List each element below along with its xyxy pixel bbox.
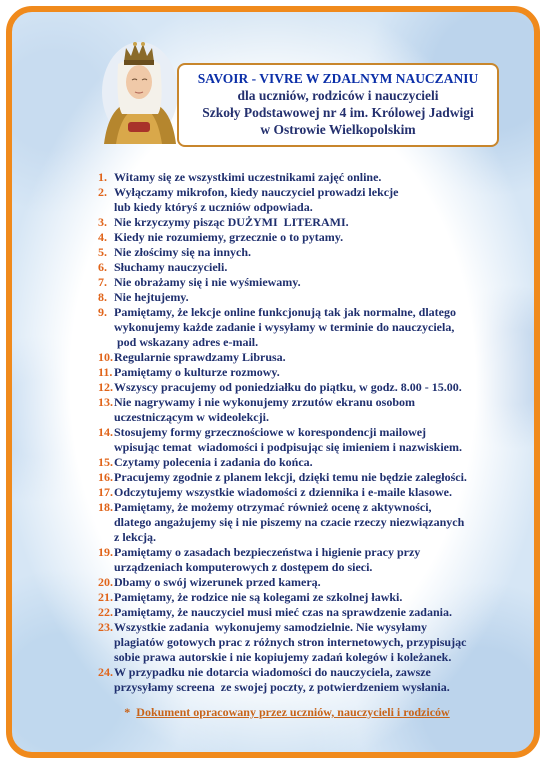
footer-credit-link[interactable]: Dokument opracowany przez uczniów, nauczycieli i rodziców xyxy=(136,705,450,719)
rule-item xyxy=(98,470,518,485)
rule-number: 22. xyxy=(98,605,113,619)
rule-item xyxy=(98,260,518,275)
rule-text-line: Wszystkie zadania wykonujemy samodzielnie. Nie wysyłamy xyxy=(114,620,427,634)
rule-number: 16. xyxy=(98,470,113,484)
rule-item xyxy=(98,500,518,545)
rule-text-line: Pamiętamy, że lekcje online funkcjonują tak jak normalne, dlatego xyxy=(114,305,456,319)
rule-item xyxy=(98,575,518,590)
rule-text-line: sobie prawa autorskie i nie kopiujemy zadań kolegów i koleżanek. xyxy=(114,650,452,664)
subtitle-line-3: w Ostrowie Wielkopolskim xyxy=(260,122,416,137)
rule-item xyxy=(98,185,518,215)
page-title: SAVOIR - VIVRE W ZDALNYM NAUCZANIU xyxy=(197,71,479,86)
rule-number: 9. xyxy=(98,305,107,319)
rule-text-line: z lekcją. xyxy=(114,530,156,544)
subtitle-line-1: dla uczniów, rodziców i nauczycieli xyxy=(237,88,439,103)
rule-item xyxy=(98,365,518,380)
rule-number: 12. xyxy=(98,380,113,394)
rule-number: 14. xyxy=(98,425,113,439)
rule-text-line: Pamiętamy, że rodzice nie są kolegami ze szkolnej ławki. xyxy=(114,590,403,604)
rule-text-line: Słuchamy nauczycieli. xyxy=(114,260,228,274)
rule-text-line: przysyłamy screena ze swojej poczty, z potwierdzeniem wysłania. xyxy=(114,680,450,694)
rule-number: 2. xyxy=(98,185,107,199)
rule-item xyxy=(98,245,518,260)
rule-text-line: lub kiedy któryś z uczniów odpowiada. xyxy=(114,200,313,214)
rule-text-line: Nie nagrywamy i nie wykonujemy zrzutów ekranu osobom xyxy=(114,395,415,409)
rule-number: 8. xyxy=(98,290,107,304)
rule-item xyxy=(98,380,518,395)
rule-number: 5. xyxy=(98,245,107,259)
rule-text-line: Odczytujemy wszystkie wiadomości z dziennika i e-maile klasowe. xyxy=(114,485,452,499)
rule-number: 20. xyxy=(98,575,113,589)
rule-text-line: Dbamy o swój wizerunek przed kamerą. xyxy=(114,575,321,589)
rule-text-line: Wyłączamy mikrofon, kiedy nauczyciel prowadzi lekcje xyxy=(114,185,399,199)
rule-text-line: Czytamy polecenia i zadania do końca. xyxy=(114,455,313,469)
title-box xyxy=(177,63,499,147)
rule-item xyxy=(98,590,518,605)
rule-item xyxy=(98,395,518,425)
rule-text-line: Pamiętamy o kulturze rozmowy. xyxy=(114,365,280,379)
rule-item xyxy=(98,605,518,620)
rule-number: 18. xyxy=(98,500,113,514)
rule-text-line: wykonujemy każde zadanie i wysyłamy w terminie do nauczyciela, xyxy=(114,320,455,334)
rule-number: 11. xyxy=(98,365,113,379)
rule-item xyxy=(98,230,518,245)
rules-list xyxy=(98,170,518,695)
rule-item xyxy=(98,620,518,665)
rule-text-line: Nie złościmy się na innych. xyxy=(114,245,251,259)
rule-text-line: uczestniczącym w wideolekcji. xyxy=(114,410,269,424)
rule-text-line: pod wskazany adres e-mail. xyxy=(114,335,259,349)
rule-item xyxy=(98,545,518,575)
rule-number: 4. xyxy=(98,230,107,244)
rule-text-line: W przypadku nie dotarcia wiadomości do nauczyciela, zawsze xyxy=(114,665,431,679)
rule-item xyxy=(98,485,518,500)
rule-number: 15. xyxy=(98,455,113,469)
rule-item xyxy=(98,350,518,365)
rule-number: 23. xyxy=(98,620,113,634)
rule-item xyxy=(98,170,518,185)
rule-text-line: Stosujemy formy grzecznościowe w korespondencji mailowej xyxy=(114,425,427,439)
poster-frame xyxy=(6,6,540,758)
rule-text-line: Pracujemy zgodnie z planem lekcji, dzięki temu nie będzie zaległości. xyxy=(114,470,467,484)
rule-item xyxy=(98,305,518,350)
rule-number: 13. xyxy=(98,395,113,409)
rule-number: 1. xyxy=(98,170,107,184)
queen-jadwiga-portrait xyxy=(98,34,178,144)
rule-number: 19. xyxy=(98,545,113,559)
rule-number: 24. xyxy=(98,665,113,679)
rule-text-line: Wszyscy pracujemy od poniedziałku do piątku, w godz. 8.00 - 15.00. xyxy=(114,380,462,394)
rule-item xyxy=(98,455,518,470)
rule-text-line: Nie hejtujemy. xyxy=(114,290,189,304)
rule-item xyxy=(98,290,518,305)
rule-text-line: Nie obrażamy się i nie wyśmiewamy. xyxy=(114,275,301,289)
rule-item xyxy=(98,215,518,230)
rule-text-line: Pamiętamy, że nauczyciel musi mieć czas na sprawdzenie zadania. xyxy=(114,605,452,619)
rule-text-line: Nie krzyczymy pisząc DUŻYMI LITERAMI. xyxy=(114,215,349,229)
rule-number: 3. xyxy=(98,215,107,229)
rule-text-line: dlatego angażujemy się i nie piszemy na czacie rzeczy niezwiązanych xyxy=(114,515,465,529)
rule-number: 21. xyxy=(98,590,113,604)
rule-item xyxy=(98,665,518,695)
footer-star: * xyxy=(124,705,131,719)
rule-text-line: plagiatów gotowych prac z różnych stron internetowych, przypisując xyxy=(114,635,467,649)
rule-number: 6. xyxy=(98,260,107,274)
subtitle-line-2: Szkoły Podstawowej nr 4 im. Królowej Jadwigi xyxy=(202,105,474,120)
rule-text-line: wpisując temat wiadomości i podpisując się imieniem i nazwiskiem. xyxy=(114,440,462,454)
rule-text-line: Pamiętamy o zasadach bezpieczeństwa i higienie pracy przy xyxy=(114,545,421,559)
rule-item xyxy=(98,275,518,290)
footer-note xyxy=(72,705,502,720)
rule-text-line: Witamy się ze wszystkimi uczestnikami zajęć online. xyxy=(114,170,382,184)
rule-item xyxy=(98,425,518,455)
rule-text-line: Pamiętamy, że możemy otrzymać również ocenę z aktywności, xyxy=(114,500,432,514)
rule-text-line: Regularnie sprawdzamy Librusa. xyxy=(114,350,286,364)
rule-text-line: urządzeniach komputerowych z dostępem do sieci. xyxy=(114,560,373,574)
rule-number: 7. xyxy=(98,275,107,289)
rule-number: 10. xyxy=(98,350,113,364)
rule-text-line: Kiedy nie rozumiemy, grzecznie o to pytamy. xyxy=(114,230,344,244)
rule-number: 17. xyxy=(98,485,113,499)
